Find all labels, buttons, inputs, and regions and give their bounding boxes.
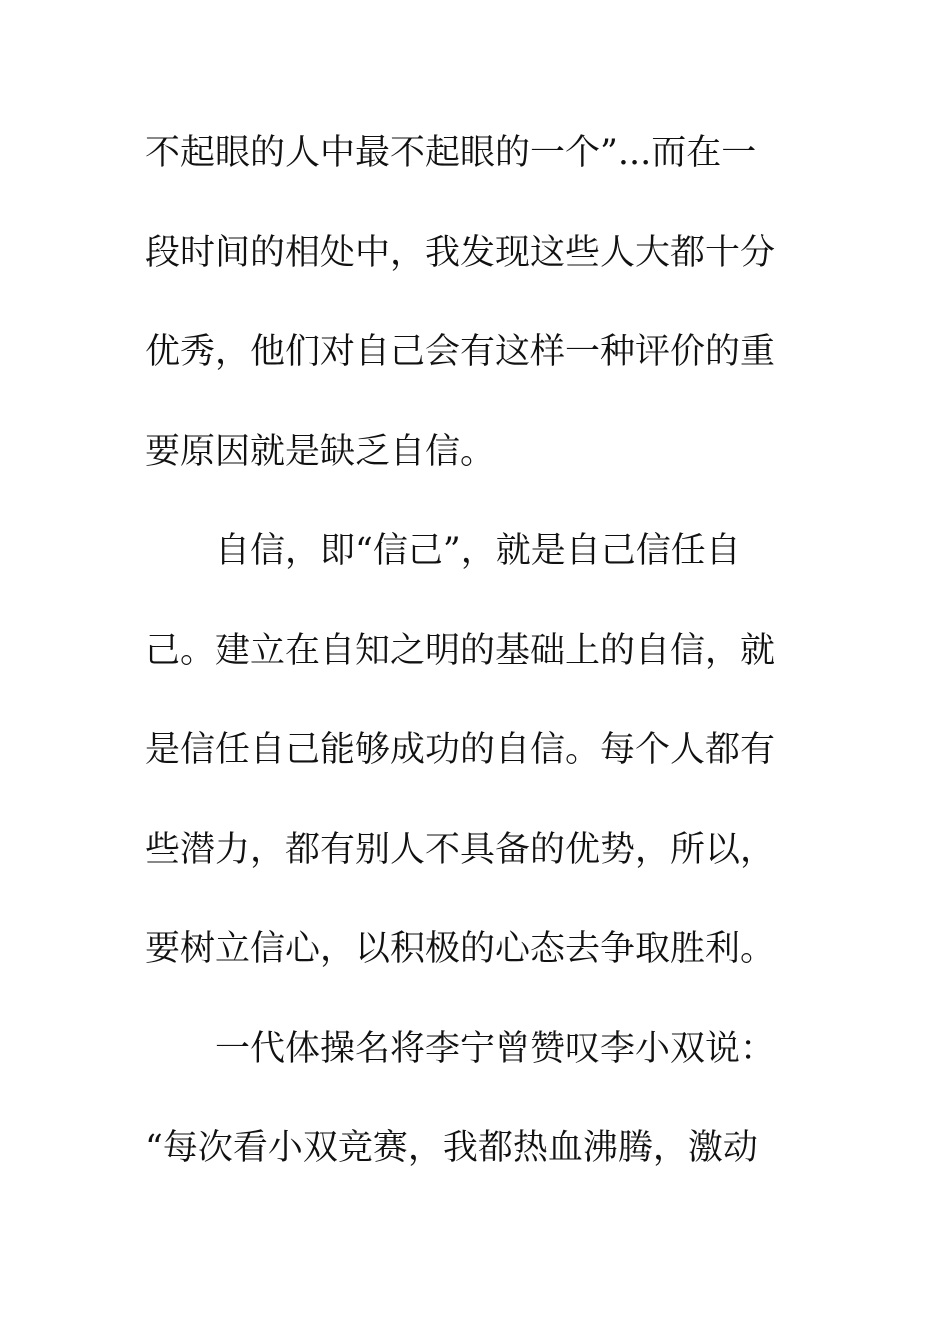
text-line-4: 要原因就是缺乏自信。 <box>145 431 496 472</box>
text-line-9: 要树立信心，以积极的心态去争取胜利。 <box>145 929 776 969</box>
text-line-2: 段时间的相处中，我发现这些人大都十分 <box>145 232 776 273</box>
body-text <box>145 123 805 1218</box>
text-line-7: 是信任自己能够成功的自信。每个人都有 <box>145 730 776 770</box>
paragraph-start-line-5: 自信，即“信己”，就是自己信任自 <box>215 531 741 571</box>
text-line-1: 不起眼的人中最不起眼的一个”...而在一 <box>145 133 757 173</box>
text-line-6: 己。建立在自知之明的基础上的自信，就 <box>145 630 776 671</box>
text-line-11: “每次看小双竞赛，我都热血沸腾，激动 <box>145 1128 758 1168</box>
text-line-3: 优秀，他们对自己会有这样一种评价的重 <box>145 332 776 372</box>
paragraph-start-line-10: 一代体操名将李宁曾赞叹李小双说： <box>215 1028 776 1069</box>
text-line-8: 些潜力，都有别人不具备的优势，所以， <box>145 829 776 870</box>
